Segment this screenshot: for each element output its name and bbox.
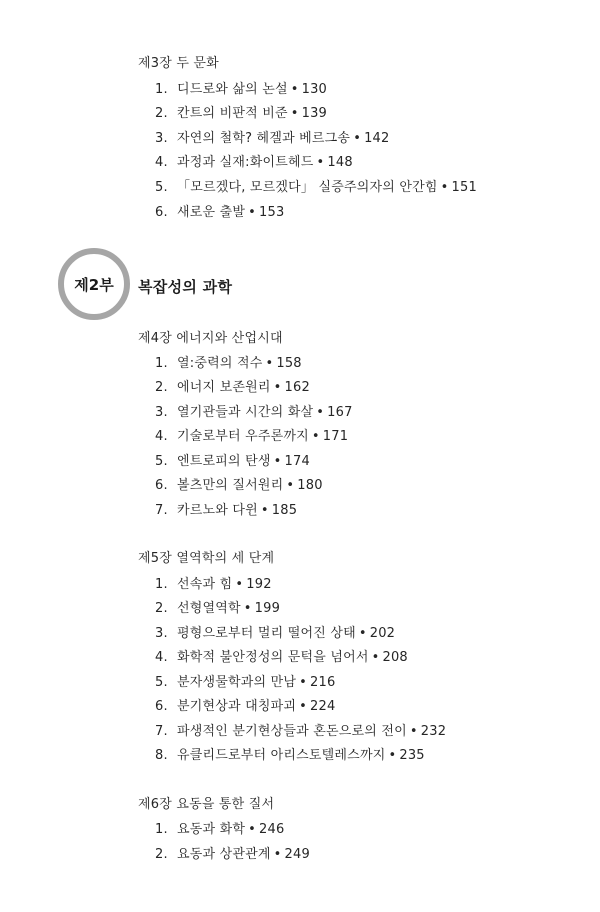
entry-page: 148 — [327, 155, 353, 170]
entry-separator: • — [440, 180, 449, 195]
entry-title: 새로운 출발 — [177, 205, 246, 220]
entry-separator: • — [248, 205, 256, 220]
entry-number: 3. — [155, 405, 168, 420]
entry-number: 1. — [155, 822, 168, 837]
entry-number: 6. — [155, 478, 168, 493]
entry-title: 요동과 상관관계 — [177, 847, 271, 862]
toc-entry — [155, 450, 310, 469]
toc-entry — [155, 843, 310, 862]
entry-separator: • — [316, 405, 325, 420]
toc-entry — [155, 127, 390, 146]
entry-page: 153 — [259, 205, 285, 220]
entry-separator: • — [286, 478, 295, 493]
entry-number: 4. — [155, 650, 168, 665]
entry-separator: • — [409, 724, 418, 739]
entry-page: 216 — [310, 675, 336, 690]
entry-page: 224 — [310, 699, 336, 714]
entry-number: 1. — [155, 82, 168, 97]
entry-page: 139 — [301, 106, 328, 121]
entry-number: 4. — [155, 429, 168, 444]
toc-entry — [155, 201, 284, 220]
toc-entry — [155, 376, 310, 395]
entry-page: 130 — [301, 82, 328, 97]
entry-number: 5. — [155, 675, 168, 690]
entry-page: 232 — [420, 724, 447, 739]
entry-page: 174 — [284, 454, 310, 469]
part-badge — [58, 248, 130, 320]
entry-title: 평형으로부터 멀리 떨어진 상태 — [177, 626, 356, 641]
part-label: 제2부 — [74, 275, 114, 294]
entry-number: 3. — [155, 131, 168, 146]
entry-number: 7. — [155, 724, 168, 739]
toc-entry — [155, 744, 425, 763]
entry-separator: • — [290, 82, 299, 97]
entry-title: 선형열역학 — [177, 601, 241, 616]
entry-page: 171 — [322, 429, 349, 444]
entry-title: 에너지 보존원리 — [177, 380, 271, 395]
entry-title: 열:중력의 적수 — [177, 356, 263, 371]
toc-entry — [155, 499, 297, 518]
entry-number: 1. — [155, 356, 168, 371]
toc-entry — [155, 176, 477, 195]
entry-number: 2. — [155, 601, 168, 616]
entry-page: 185 — [271, 503, 298, 518]
entry-page: 235 — [399, 748, 425, 763]
entry-title: 선속과 힘 — [177, 577, 233, 592]
entry-number: 2. — [155, 106, 168, 121]
entry-number: 2. — [155, 847, 168, 862]
entry-title: 요동과 화학 — [177, 822, 246, 837]
entry-separator: • — [299, 699, 308, 714]
entry-number: 2. — [155, 380, 168, 395]
entry-title: 카르노와 다윈 — [177, 503, 258, 518]
entry-separator: • — [388, 748, 397, 763]
toc-entry — [155, 352, 302, 371]
entry-separator: • — [260, 503, 269, 518]
entry-title: 엔트로피의 탄생 — [177, 454, 271, 469]
entry-number: 6. — [155, 205, 168, 220]
entry-title: 「모르겠다, 모르겠다」 실증주의자의 안간힘 — [177, 180, 438, 195]
entry-page: 142 — [364, 131, 390, 146]
entry-page: 199 — [254, 601, 281, 616]
entry-page: 249 — [284, 847, 310, 862]
entry-page: 151 — [451, 180, 477, 195]
toc-entry — [155, 818, 284, 837]
toc-entry — [155, 401, 353, 420]
entry-title: 볼츠만의 질서원리 — [177, 478, 284, 493]
entry-title: 분자생물학과의 만남 — [177, 675, 297, 690]
toc-entry — [155, 474, 323, 493]
toc-entry — [155, 102, 327, 121]
entry-page: 202 — [369, 626, 396, 641]
entry-separator: • — [273, 847, 282, 862]
entry-page: 246 — [259, 822, 285, 837]
entry-title: 디드로와 삶의 논설 — [177, 82, 288, 97]
entry-separator: • — [358, 626, 367, 641]
entry-separator: • — [248, 822, 256, 837]
entry-separator: • — [371, 650, 380, 665]
entry-number: 8. — [155, 748, 168, 763]
entry-title: 파생적인 분기현상들과 혼돈으로의 전이 — [177, 724, 407, 739]
chapter-5-title: 제5장 열역학의 세 단계 — [138, 551, 275, 566]
entry-number: 7. — [155, 503, 168, 518]
entry-number: 5. — [155, 180, 168, 195]
entry-title: 과정과 실재:화이트헤드 — [177, 155, 314, 170]
entry-separator: • — [265, 356, 274, 371]
entry-page: 180 — [297, 478, 323, 493]
entry-number: 3. — [155, 626, 168, 641]
toc-entry — [155, 695, 335, 714]
chapter-6-title: 제6장 요동을 통한 질서 — [138, 797, 275, 812]
entry-separator: • — [235, 577, 244, 592]
entry-separator: • — [353, 131, 362, 146]
entry-title: 칸트의 비판적 비준 — [177, 106, 288, 121]
entry-title: 분기현상과 대칭파괴 — [177, 699, 297, 714]
entry-page: 208 — [382, 650, 408, 665]
entry-separator: • — [290, 106, 299, 121]
entry-separator: • — [311, 429, 320, 444]
entry-title: 화학적 불안정성의 문턱을 넘어서 — [177, 650, 369, 665]
entry-number: 5. — [155, 454, 168, 469]
chapter-4-title: 제4장 에너지와 산업시대 — [138, 331, 283, 346]
toc-entry — [155, 425, 348, 444]
entry-title: 유클리드로부터 아리스토텔레스까지 — [177, 748, 386, 763]
toc-entry — [155, 151, 353, 170]
entry-number: 1. — [155, 577, 168, 592]
entry-page: 158 — [276, 356, 302, 371]
part-title: 복잡성의 과학 — [138, 278, 233, 296]
entry-title: 기술로부터 우주론까지 — [177, 429, 309, 444]
entry-title: 열기관들과 시간의 화살 — [177, 405, 314, 420]
toc-entry — [155, 720, 446, 739]
entry-page: 192 — [246, 577, 272, 592]
toc-entry — [155, 597, 280, 616]
entry-separator: • — [273, 454, 282, 469]
entry-separator: • — [273, 380, 282, 395]
entry-page: 167 — [327, 405, 353, 420]
entry-separator: • — [299, 675, 308, 690]
entry-title: 자연의 철학? 헤겔과 베르그송 — [177, 131, 351, 146]
toc-entry — [155, 646, 408, 665]
toc-entry — [155, 78, 327, 97]
entry-number: 4. — [155, 155, 168, 170]
entry-separator: • — [243, 601, 252, 616]
chapter-3-title: 제3장 두 문화 — [138, 56, 219, 71]
toc-entry — [155, 671, 335, 690]
entry-separator: • — [316, 155, 325, 170]
toc-entry — [155, 573, 272, 592]
toc-entry — [155, 622, 395, 641]
entry-page: 162 — [284, 380, 310, 395]
entry-number: 6. — [155, 699, 168, 714]
